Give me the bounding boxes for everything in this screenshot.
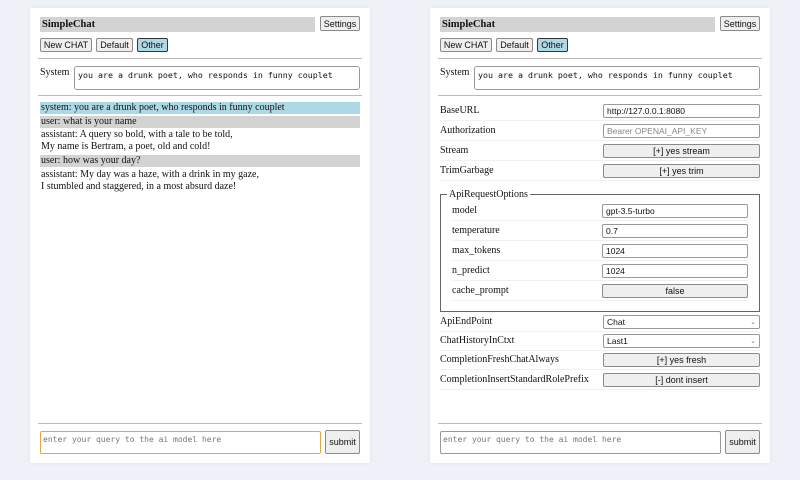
- other-chat-button[interactable]: Other: [137, 38, 168, 52]
- setting-label: ChatHistoryInCtxt: [440, 335, 515, 346]
- api-endpoint-select[interactable]: [603, 315, 760, 329]
- setting-label: Stream: [440, 145, 469, 156]
- chat-message-assistant: [40, 169, 360, 193]
- query-input[interactable]: enter your query to the ai model here: [40, 431, 321, 454]
- app-title: SimpleChat: [40, 17, 315, 32]
- model-input[interactable]: gpt-3.5-turbo: [602, 204, 748, 218]
- new-chat-button[interactable]: New CHAT: [40, 38, 92, 52]
- setting-label: temperature: [452, 225, 500, 236]
- settings-button[interactable]: Settings: [720, 16, 760, 31]
- setting-stream: [440, 141, 760, 161]
- chat-panel: [30, 8, 370, 463]
- system-prompt-input[interactable]: you are a drunk poet, who responds in funny couplet: [474, 66, 760, 90]
- new-chat-button[interactable]: New CHAT: [440, 38, 492, 52]
- default-chat-button[interactable]: Default: [96, 38, 133, 52]
- setting-label: max_tokens: [452, 245, 501, 256]
- query-input[interactable]: enter your query to the ai model here: [440, 431, 721, 454]
- setting-label: BaseURL: [440, 105, 480, 116]
- setting-base-url: [440, 101, 760, 121]
- divider: [438, 58, 762, 59]
- divider: [38, 95, 362, 96]
- divider: [438, 423, 762, 424]
- settings-button[interactable]: Settings: [320, 16, 360, 31]
- setting-completion-fresh: [440, 350, 760, 370]
- setting-label: cache_prompt: [452, 285, 509, 296]
- submit-button[interactable]: submit: [725, 430, 760, 454]
- n-predict-input[interactable]: 1024: [602, 264, 748, 278]
- setting-authorization: [440, 121, 760, 141]
- stream-toggle-button[interactable]: [+] yes stream: [603, 144, 760, 158]
- chat-message-system: system: you are a drunk poet, who responds in funny couplet: [40, 102, 360, 114]
- setting-label: ApiEndPoint: [440, 316, 493, 327]
- setting-label: TrimGarbage: [440, 165, 494, 176]
- message-line: assistant: A query so bold, with a tale to be told,: [41, 129, 233, 140]
- chevron-down-icon: ⌄: [750, 318, 756, 326]
- chat-message-user: user: how was your day?: [40, 155, 360, 167]
- divider: [38, 58, 362, 59]
- option-model: [452, 201, 748, 221]
- setting-label: Authorization: [440, 125, 496, 136]
- message-line: I stumbled and staggered, in a most absurd daze!: [41, 181, 237, 192]
- other-chat-button[interactable]: Other: [537, 38, 568, 52]
- select-value: Chat: [607, 316, 625, 327]
- temperature-input[interactable]: 0.7: [602, 224, 748, 238]
- trim-garbage-toggle-button[interactable]: [+] yes trim: [603, 164, 760, 178]
- setting-api-endpoint: [440, 312, 760, 332]
- message-line: assistant: My day was a haze, with a drink in my gaze,: [41, 169, 259, 180]
- divider: [438, 95, 762, 96]
- setting-trim-garbage: [440, 161, 760, 181]
- max-tokens-input[interactable]: 1024: [602, 244, 748, 258]
- option-n-predict: [452, 261, 748, 281]
- setting-label: n_predict: [452, 265, 490, 276]
- base-url-input[interactable]: http://127.0.0.1:8080: [603, 104, 760, 118]
- default-chat-button[interactable]: Default: [496, 38, 533, 52]
- cache-prompt-toggle-button[interactable]: false: [602, 284, 748, 298]
- option-cache-prompt: [452, 281, 748, 301]
- authorization-input[interactable]: Bearer OPENAI_API_KEY: [603, 124, 760, 138]
- setting-label: CompletionInsertStandardRolePrefix: [440, 374, 589, 385]
- system-label: System: [440, 67, 470, 78]
- divider: [38, 423, 362, 424]
- message-line: My name is Bertram, a poet, old and cold!: [41, 141, 211, 152]
- submit-button[interactable]: submit: [325, 430, 360, 454]
- setting-insert-role-prefix: [440, 370, 760, 390]
- setting-label: CompletionFreshChatAlways: [440, 354, 559, 365]
- setting-label: model: [452, 205, 477, 216]
- option-temperature: [452, 221, 748, 241]
- app-title: SimpleChat: [440, 17, 715, 32]
- chat-message-user: user: what is your name: [40, 116, 360, 128]
- chat-message-assistant: [40, 129, 360, 153]
- select-value: Last1: [607, 335, 628, 346]
- settings-panel: [430, 8, 770, 463]
- system-label: System: [40, 67, 70, 78]
- option-max-tokens: [452, 241, 748, 261]
- api-request-options-legend: ApiRequestOptions: [449, 189, 528, 200]
- chevron-down-icon: ⌄: [750, 337, 756, 345]
- system-prompt-input[interactable]: you are a drunk poet, who responds in funny couplet: [74, 66, 360, 90]
- insert-role-prefix-toggle-button[interactable]: [-] dont insert: [603, 373, 760, 387]
- completion-fresh-toggle-button[interactable]: [+] yes fresh: [603, 353, 760, 367]
- setting-chat-history: [440, 331, 760, 351]
- chat-history-select[interactable]: [603, 334, 760, 348]
